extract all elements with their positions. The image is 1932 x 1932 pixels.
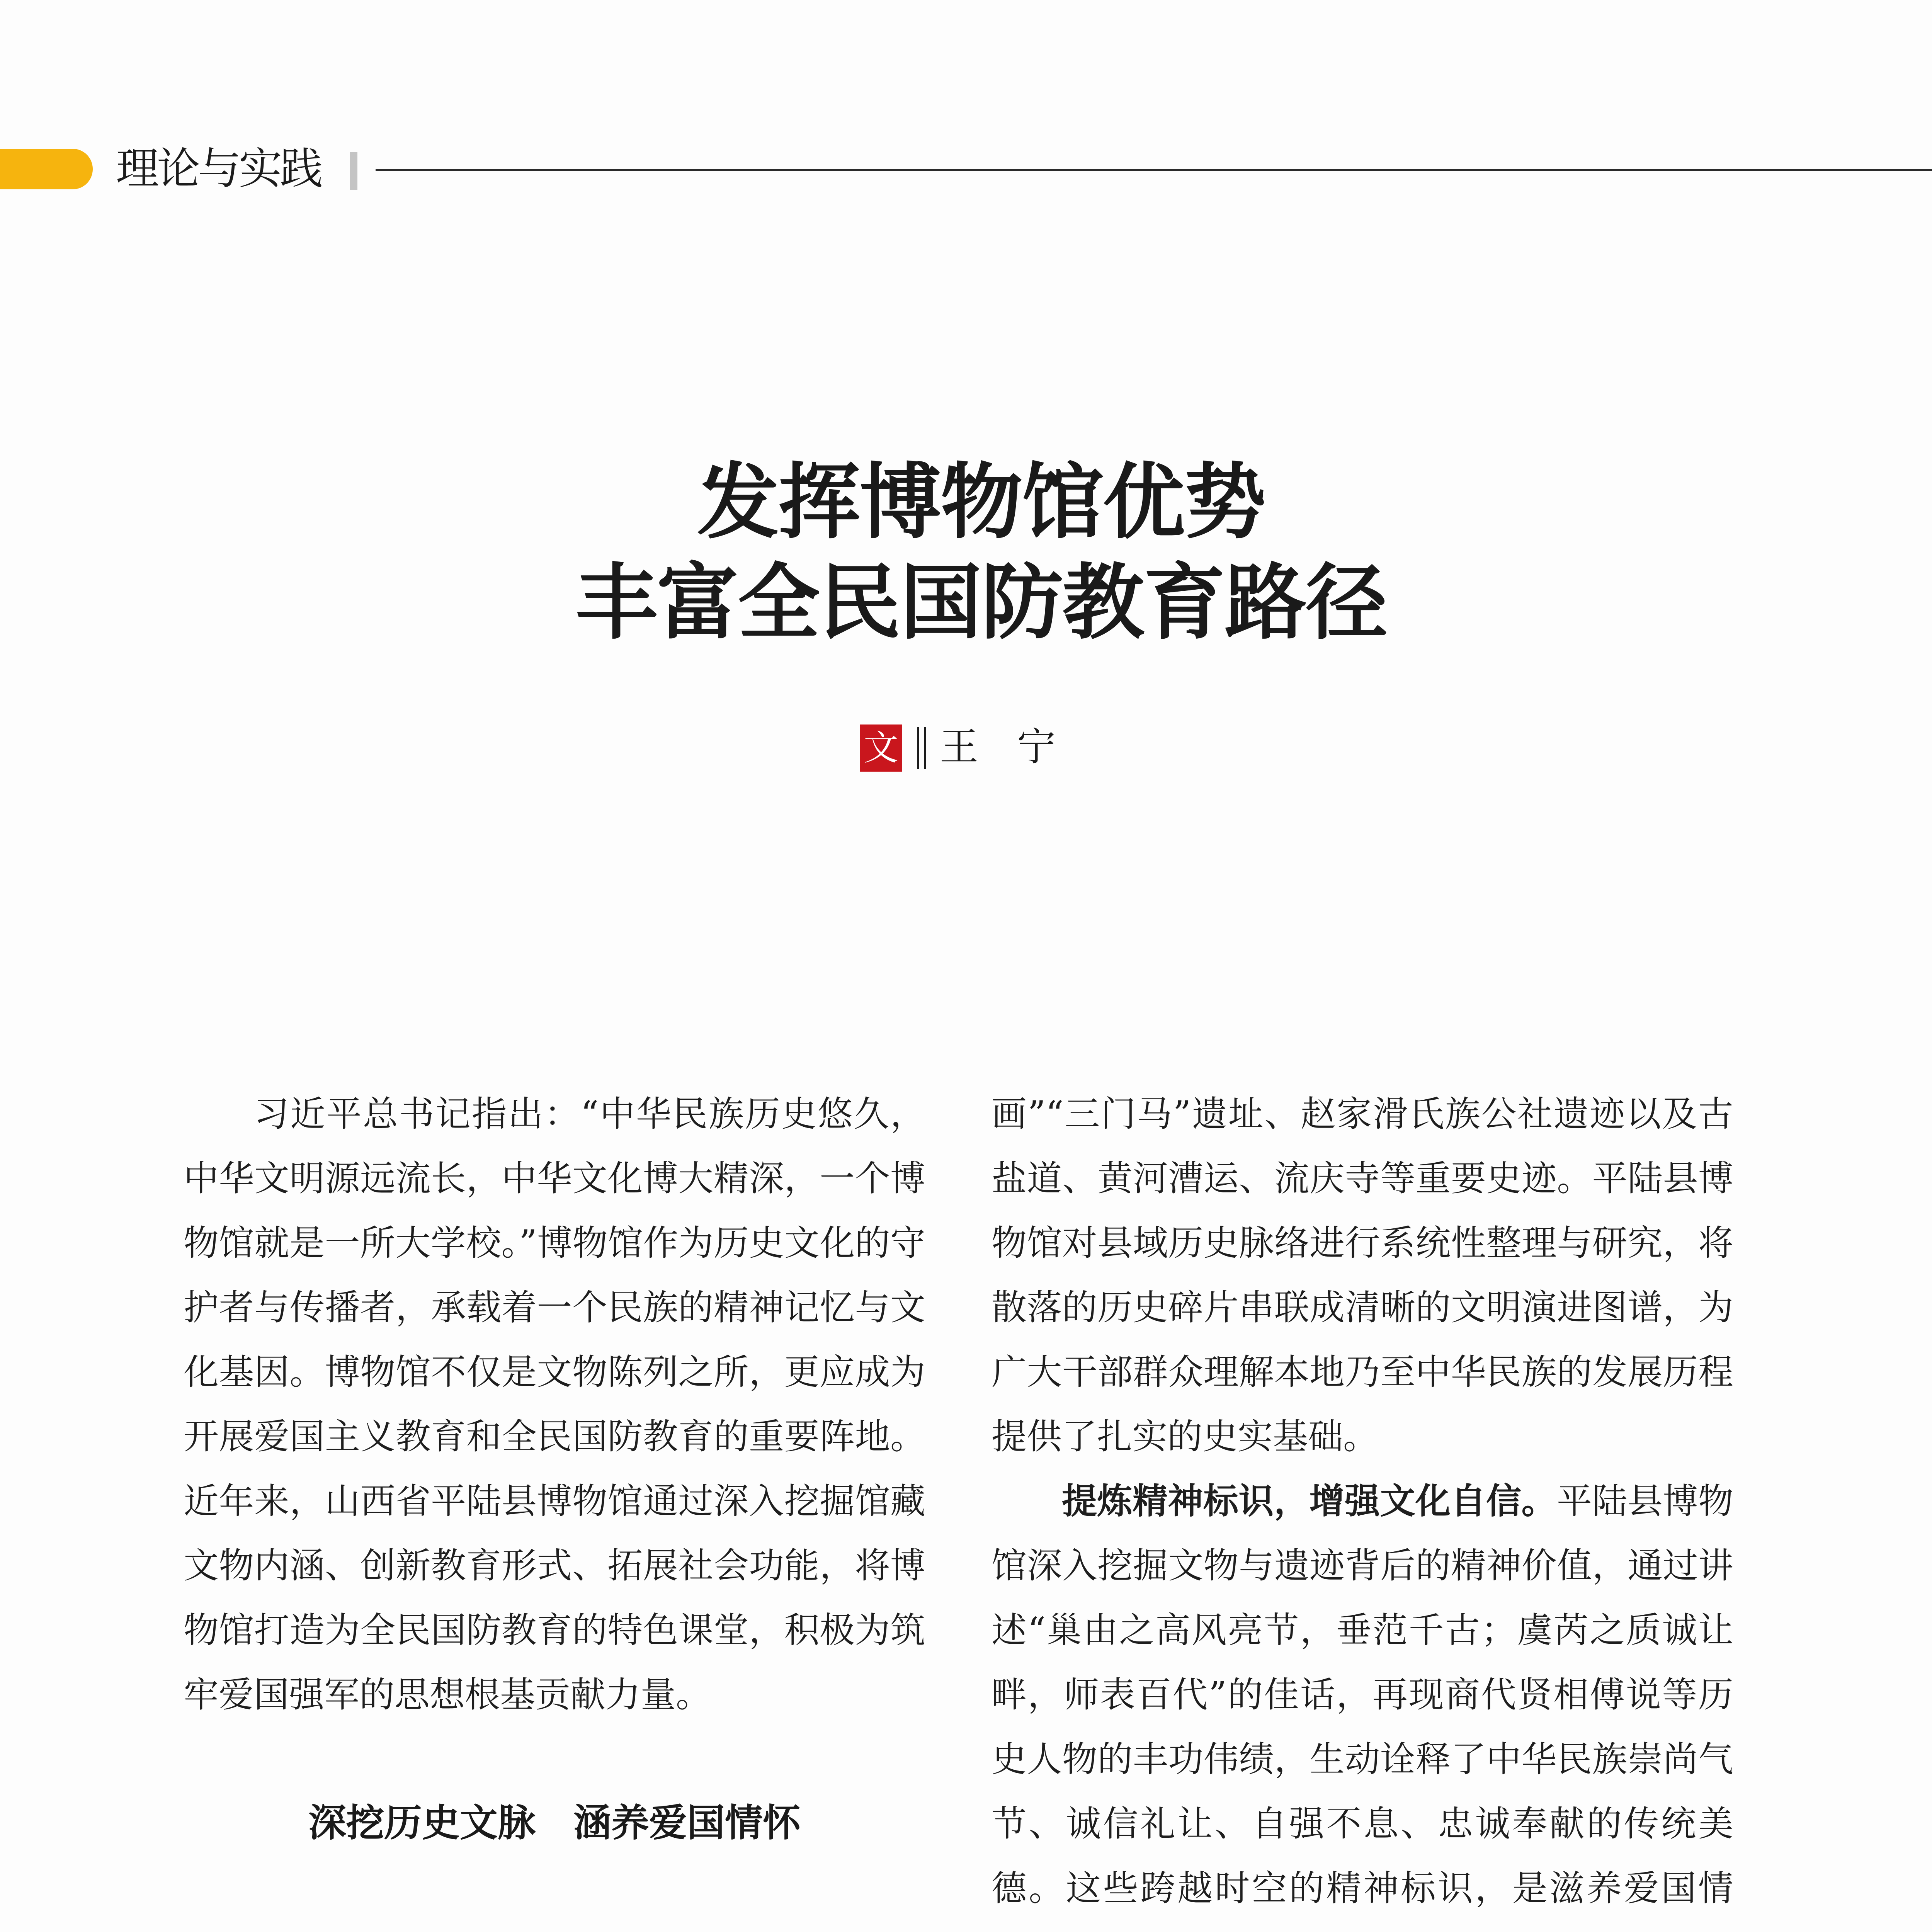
header-separator	[350, 152, 357, 190]
article-title-line-1: 发挥博物馆优势	[697, 454, 1265, 550]
body-paragraph-continued: 画”“三门马”遗址、赵家滑氏族公社遗迹以及古盐道、黄河漕运、流庆寺等重要史迹。平陆县博物馆对县域历史脉络进行系统性整理与研究，将散落的历史碎片串联成清晰的文明演进图谱，为广大干部群众理解本地乃至中华民族的发展历程提供了扎实的史实基础。	[992, 1094, 1733, 1457]
byline-separator	[917, 727, 919, 769]
intro-paragraph: 习近平总书记指出：“中华民族历史悠久，中华文明源远流长，中华文化博大精深，一个博物馆就是一所大学校。”博物馆作为历史文化的守护者与传播者，承载着一个民族的精神记忆与文化基因。博物馆不仅是文物陈列之所，更应成为开展爱国主义教育和全民国防教育的重要阵地。近年来，山西省平陆县博物馆通过深入挖掘馆藏文物内涵、创新教育形式、拓展社会功能，将博物馆打造为全民国防教育的特色课堂，积极为筑牢爱国强军的思想根基贡献力量。	[184, 1094, 925, 1715]
paragraph-lead: 提炼精神标识，增强文化自信。	[1062, 1481, 1557, 1522]
section-heading: 深挖历史文脉 涵养爱国情怀	[308, 1801, 801, 1845]
article-title-line-2: 丰富全民国防教育路径	[575, 555, 1387, 650]
body-paragraph	[184, 1920, 925, 1932]
article-column-left-top	[184, 1082, 925, 1727]
author-name: 王宁	[940, 724, 1094, 769]
section-tab-accent	[0, 149, 93, 189]
byline-separator	[924, 727, 926, 769]
byline-badge: 文	[860, 724, 902, 772]
header-rule	[376, 169, 1932, 171]
paragraph-text: 平陆县博物馆深入挖掘文物与遗迹背后的精神价值，通过讲述“巢由之高风亮节，垂范千古；虞芮之质诚让畔，师表百代”的佳话，再现商代贤相傅说等历史人物的丰功伟绩，生动诠释了中华民族崇尚气节、诚信礼让、自强不息、忠诚奉献的传统美德。这些跨越时空的精神标识，是滋养爱国情	[992, 1481, 1733, 1909]
article-column-right	[992, 1082, 1733, 1932]
article-column-left-bottom	[184, 1920, 925, 1932]
section-label: 理论与实践	[116, 144, 321, 194]
body-paragraph	[992, 1469, 1733, 1932]
